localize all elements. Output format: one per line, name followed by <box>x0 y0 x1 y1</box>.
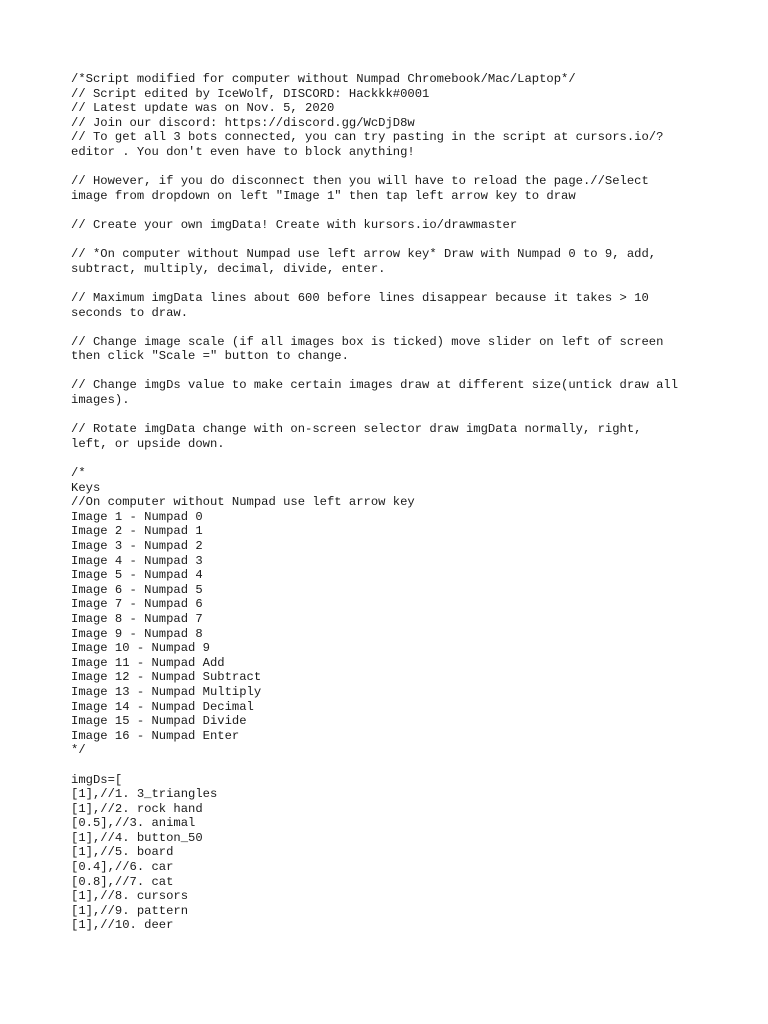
text-line: image from dropdown on left "Image 1" then tap left arrow key to draw <box>71 188 576 203</box>
text-line: left, or upside down. <box>71 436 225 451</box>
key-mapping-line: Image 16 - Numpad Enter <box>71 728 240 743</box>
text-line: // Script edited by IceWolf, DISCORD: Hackkk#0001 <box>71 86 430 101</box>
key-mapping-line: Image 10 - Numpad 9 <box>71 641 210 656</box>
text-line: seconds to draw. <box>71 305 189 320</box>
code-line: [1],//5. board <box>71 845 174 860</box>
code-line: [1],//10. deer <box>71 918 174 933</box>
key-mapping-line: Image 4 - Numpad 3 <box>71 553 203 568</box>
blank-line <box>71 203 711 218</box>
code-line: [1],//9. pattern <box>71 903 189 918</box>
key-mapping-line: Image 8 - Numpad 7 <box>71 611 203 626</box>
blank-line <box>71 233 711 248</box>
code-line: [1],//8. cursors <box>71 889 189 904</box>
text-line: // Change imgDs value to make certain images draw at different size(untick draw all <box>71 378 679 393</box>
blank-line <box>71 160 711 175</box>
text-line: */ <box>71 743 86 758</box>
text-line: /*Script modified for computer without Numpad Chromebook/Mac/Laptop*/ <box>71 72 576 86</box>
key-mapping-line: Image 9 - Numpad 8 <box>71 626 203 641</box>
text-line: // Rotate imgData change with on-screen selector draw imgData normally, right, <box>71 422 642 437</box>
text-line: // Change image scale (if all images box is ticked) move slider on left of screen <box>71 334 664 349</box>
key-mapping-line: Image 7 - Numpad 6 <box>71 597 203 612</box>
key-mapping-line: Image 12 - Numpad Subtract <box>71 670 262 685</box>
text-line: // Latest update was on Nov. 5, 2020 <box>71 101 335 116</box>
text-line: images). <box>71 393 130 408</box>
text-line: // Join our discord: https://discord.gg/WcDjD8w <box>71 115 415 130</box>
code-line: imgDs=[ <box>71 772 123 787</box>
key-mapping-line: Image 5 - Numpad 4 <box>71 568 203 583</box>
blank-line <box>71 364 711 379</box>
text-line: /* <box>71 466 86 481</box>
text-line: //On computer without Numpad use left arrow key <box>71 495 415 510</box>
text-line: // To get all 3 bots connected, you can try pasting in the script at cursors.io/? <box>71 130 664 145</box>
code-line: [0.8],//7. cat <box>71 874 174 889</box>
key-mapping-line: Image 3 - Numpad 2 <box>71 539 203 553</box>
code-line: [1],//2. rock hand <box>71 801 203 816</box>
text-line: // *On computer without Numpad use left arrow key* Draw with Numpad 0 to 9, add, <box>71 247 657 262</box>
key-mapping-line: Image 2 - Numpad 1 <box>71 524 203 539</box>
code-line: [1],//1. 3_triangles <box>71 787 218 802</box>
text-line: subtract, multiply, decimal, divide, enter. <box>71 261 386 276</box>
key-mapping-line: Image 6 - Numpad 5 <box>71 582 203 597</box>
key-mapping-line: Image 14 - Numpad Decimal <box>71 699 254 714</box>
text-line: then click "Scale =" button to change. <box>71 349 349 364</box>
text-line: editor . You don't even have to block anything! <box>71 144 415 159</box>
code-line: [1],//4. button_50 <box>71 830 203 845</box>
key-mapping-line: Image 1 - Numpad 0 <box>71 509 203 524</box>
code-line: [0.5],//3. animal <box>71 816 196 831</box>
code-line: [0.4],//6. car <box>71 860 174 875</box>
key-mapping-line: Image 13 - Numpad Multiply <box>71 684 262 699</box>
blank-line <box>71 451 711 466</box>
blank-line <box>71 276 711 291</box>
text-line: // However, if you do disconnect then you will have to reload the page.//Select <box>71 174 649 189</box>
text-line: Keys <box>71 480 101 495</box>
key-mapping-line: Image 11 - Numpad Add <box>71 655 225 670</box>
blank-line <box>71 758 711 773</box>
text-line: // Maximum imgData lines about 600 before lines disappear because it takes > 10 <box>71 290 649 305</box>
document-page <box>71 72 711 933</box>
key-mapping-line: Image 15 - Numpad Divide <box>71 714 247 729</box>
blank-line <box>71 408 711 423</box>
blank-line <box>71 320 711 335</box>
text-line: // Create your own imgData! Create with kursors.io/drawmaster <box>71 217 518 232</box>
